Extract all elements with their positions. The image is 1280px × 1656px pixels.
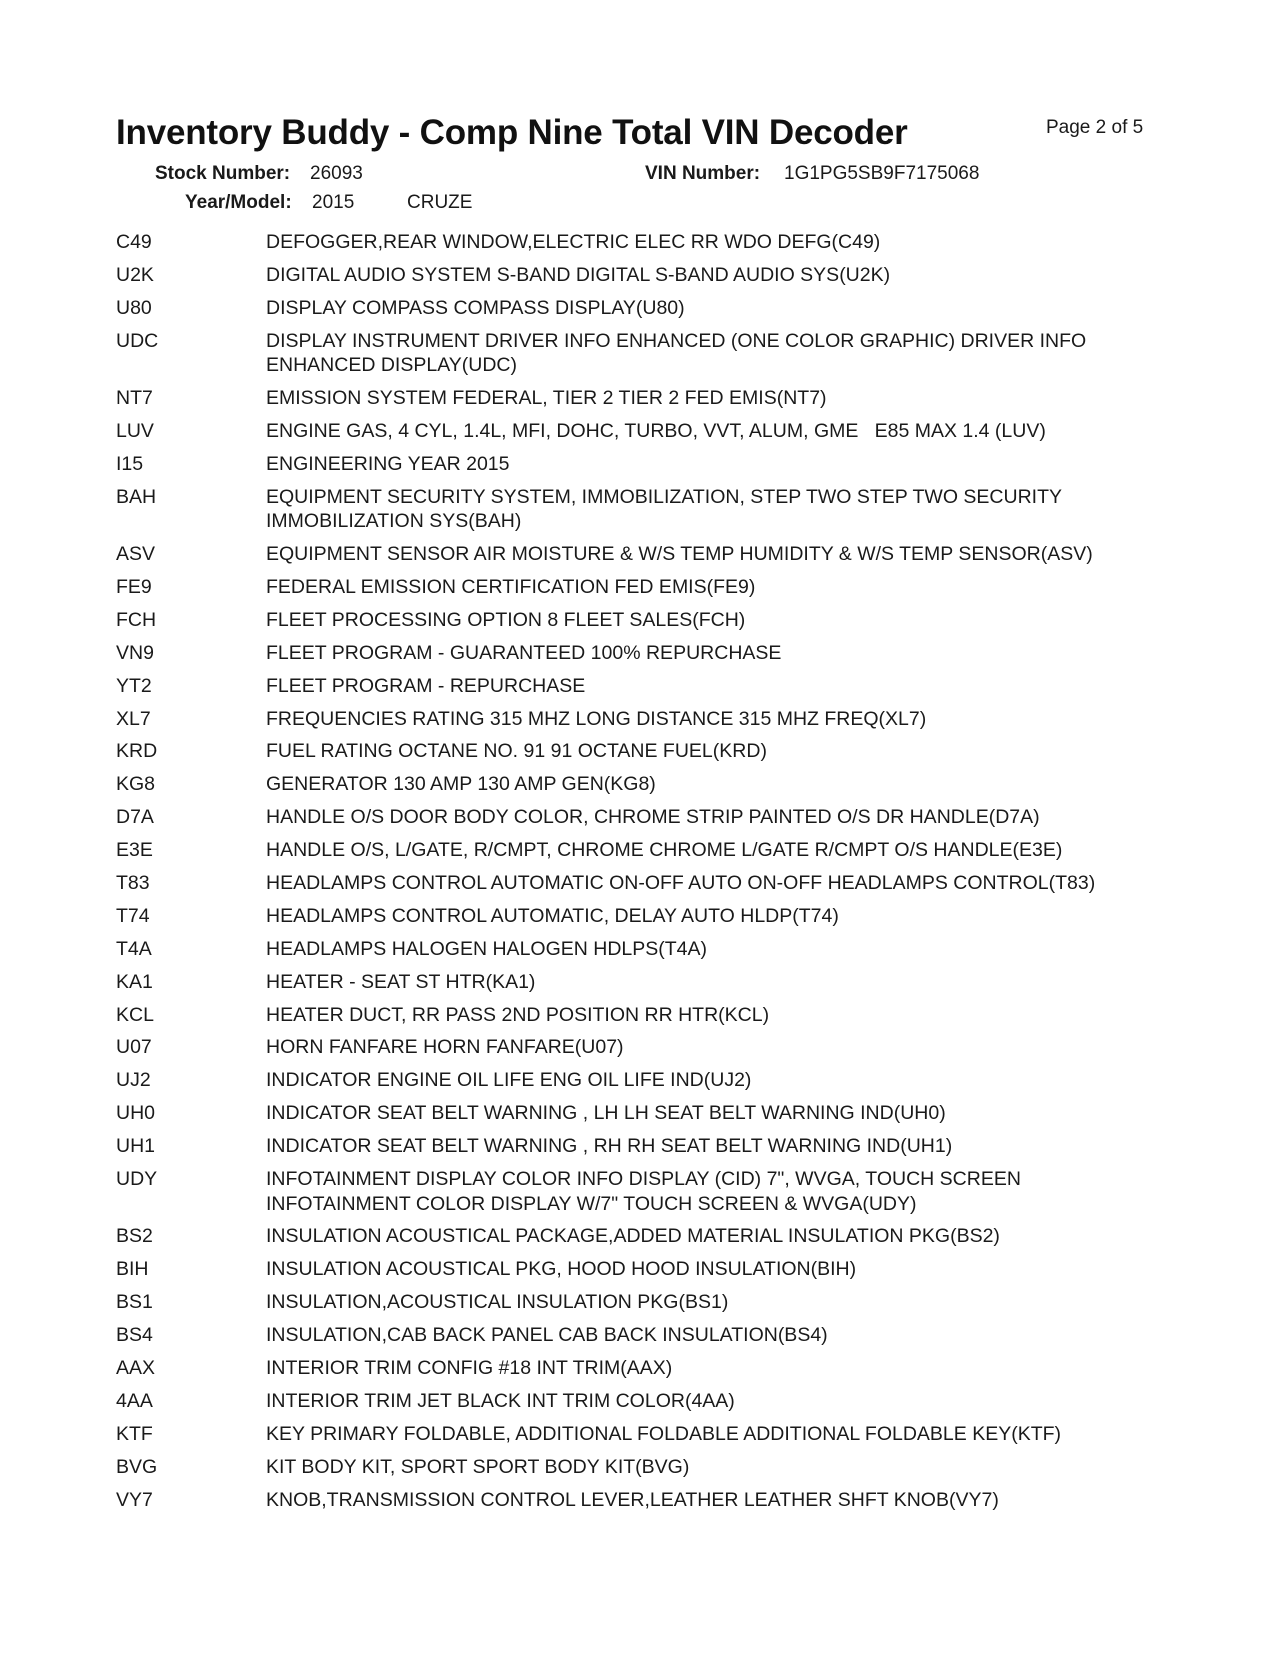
- option-code-row: [0, 419, 1280, 444]
- option-code-row: [0, 838, 1280, 863]
- option-code-row: [0, 641, 1280, 666]
- option-code: T83: [116, 872, 150, 895]
- option-code: AAX: [116, 1357, 156, 1379]
- option-description: INTERIOR TRIM JET BLACK INT TRIM COLOR(4AA): [266, 1389, 735, 1412]
- option-code-row: [0, 1389, 1280, 1414]
- option-description: EMISSION SYSTEM FEDERAL, TIER 2 TIER 2 FED EMIS(NT7): [266, 387, 827, 410]
- option-code: UH1: [116, 1135, 156, 1158]
- option-code-row: [0, 1101, 1280, 1126]
- option-description: EQUIPMENT SECURITY SYSTEM, IMMOBILIZATION, STEP TWO STEP TWO SECURITY IMMOBILIZATION SYS(BAH): [266, 485, 1062, 533]
- option-code-row: [0, 739, 1280, 764]
- option-code-row: [0, 1224, 1280, 1249]
- option-description: HANDLE O/S, L/GATE, R/CMPT, CHROME CHROME L/GATE R/CMPT O/S HANDLE(E3E): [266, 839, 1063, 862]
- option-description: HEATER - SEAT ST HTR(KA1): [266, 970, 536, 993]
- option-code: BS4: [116, 1324, 153, 1347]
- option-code-row: [0, 772, 1280, 797]
- option-code: UDY: [116, 1168, 158, 1191]
- option-description: DISPLAY INSTRUMENT DRIVER INFO ENHANCED (ONE COLOR GRAPHIC) DRIVER INFO ENHANCED DISPLAY(UDC): [266, 329, 1087, 377]
- option-code: FE9: [116, 576, 152, 599]
- option-description: HEADLAMPS CONTROL AUTOMATIC, DELAY AUTO HLDP(T74): [266, 904, 839, 927]
- option-code: KCL: [116, 1003, 154, 1026]
- option-code-row: [0, 904, 1280, 929]
- option-code: YT2: [116, 674, 152, 697]
- option-description: INSULATION ACOUSTICAL PKG, HOOD HOOD INSULATION(BIH): [266, 1258, 857, 1281]
- option-description: INFOTAINMENT DISPLAY COLOR INFO DISPLAY (CID) 7", WVGA, TOUCH SCREEN INFOTAINMENT COLOR DISPLAY W/7" TOUCH SCREEN & WVGA(UDY): [266, 1168, 1021, 1215]
- option-code: UH0: [116, 1102, 156, 1125]
- option-description: KEY PRIMARY FOLDABLE, ADDITIONAL FOLDABLE ADDITIONAL FOLDABLE KEY(KTF): [266, 1422, 1062, 1445]
- option-code: BS1: [116, 1291, 153, 1314]
- option-description: INSULATION,ACOUSTICAL INSULATION PKG(BS1): [266, 1291, 729, 1314]
- option-code-row: [0, 871, 1280, 896]
- page-number: Page 2 of 5: [1046, 117, 1144, 138]
- option-code: KG8: [116, 773, 156, 796]
- year-model-label: Year/Model:: [185, 192, 292, 213]
- option-description: HEADLAMPS CONTROL AUTOMATIC ON-OFF AUTO ON-OFF HEADLAMPS CONTROL(T83): [266, 872, 1096, 895]
- option-description: INSULATION,CAB BACK PANEL CAB BACK INSULATION(BS4): [266, 1324, 828, 1347]
- option-description: GENERATOR 130 AMP 130 AMP GEN(KG8): [266, 773, 656, 796]
- year-value: 2015: [312, 192, 355, 213]
- option-code: UJ2: [116, 1069, 151, 1092]
- option-description: DISPLAY COMPASS COMPASS DISPLAY(U80): [266, 296, 685, 319]
- option-code: KTF: [116, 1422, 153, 1445]
- option-code-row: [0, 386, 1280, 411]
- option-description: ENGINEERING YEAR 2015: [266, 452, 510, 475]
- option-code-row: [0, 805, 1280, 830]
- option-code-row: [0, 575, 1280, 600]
- option-code-row: [0, 296, 1280, 321]
- option-code-row: [0, 329, 1280, 378]
- option-description: INDICATOR SEAT BELT WARNING , RH RH SEAT BELT WARNING IND(UH1): [266, 1135, 953, 1158]
- option-code-row: [0, 263, 1280, 288]
- option-description: INSULATION ACOUSTICAL PACKAGE,ADDED MATERIAL INSULATION PKG(BS2): [266, 1225, 1000, 1248]
- option-code-row: [0, 1134, 1280, 1159]
- option-description: HORN FANFARE HORN FANFARE(U07): [266, 1036, 624, 1059]
- option-description: FREQUENCIES RATING 315 MHZ LONG DISTANCE 315 MHZ FREQ(XL7): [266, 707, 927, 730]
- option-code-row: [0, 1356, 1280, 1381]
- model-value: CRUZE: [407, 192, 473, 213]
- option-code-row: [0, 1488, 1280, 1513]
- option-description: DEFOGGER,REAR WINDOW,ELECTRIC ELEC RR WDO DEFG(C49): [266, 231, 881, 253]
- option-code-row: [0, 1167, 1280, 1216]
- option-description: INDICATOR ENGINE OIL LIFE ENG OIL LIFE IND(UJ2): [266, 1069, 752, 1092]
- option-code: KRD: [116, 740, 158, 763]
- option-description: FEDERAL EMISSION CERTIFICATION FED EMIS(FE9): [266, 576, 756, 599]
- option-description: FLEET PROGRAM - GUARANTEED 100% REPURCHASE: [266, 641, 782, 664]
- option-description: KIT BODY KIT, SPORT SPORT BODY KIT(BVG): [266, 1455, 690, 1478]
- option-description: KNOB,TRANSMISSION CONTROL LEVER,LEATHER LEATHER SHFT KNOB(VY7): [266, 1488, 999, 1511]
- option-code-list: [0, 230, 1280, 1520]
- option-code: T74: [116, 904, 150, 927]
- option-description: ENGINE GAS, 4 CYL, 1.4L, MFI, DOHC, TURBO, VVT, ALUM, GME E85 MAX 1.4 (LUV): [266, 419, 1046, 442]
- option-code-row: [0, 674, 1280, 699]
- option-code: FCH: [116, 608, 157, 631]
- option-code: I15: [116, 452, 144, 475]
- option-code: U07: [116, 1036, 152, 1059]
- option-code: 4AA: [116, 1389, 153, 1412]
- option-description: INTERIOR TRIM CONFIG #18 INT TRIM(AAX): [266, 1357, 673, 1379]
- vin-number-value: 1G1PG5SB9F7175068: [784, 163, 980, 184]
- stock-number-label: Stock Number:: [155, 163, 291, 184]
- option-description: FLEET PROCESSING OPTION 8 FLEET SALES(FCH): [266, 608, 746, 631]
- option-code: T4A: [116, 937, 152, 960]
- option-code: VN9: [116, 641, 154, 664]
- option-code-row: [0, 707, 1280, 732]
- option-code: BAH: [116, 485, 157, 508]
- option-code: BIH: [116, 1258, 149, 1281]
- option-code-row: [0, 1068, 1280, 1093]
- option-code-row: [0, 970, 1280, 995]
- option-code-row: [0, 1290, 1280, 1315]
- option-code: U2K: [116, 263, 154, 286]
- option-code-row: [0, 1035, 1280, 1060]
- option-description: DIGITAL AUDIO SYSTEM S-BAND DIGITAL S-BAND AUDIO SYS(U2K): [266, 263, 891, 286]
- option-code-row: [0, 1455, 1280, 1480]
- option-description: FLEET PROGRAM - REPURCHASE: [266, 674, 586, 697]
- option-code-row: [0, 1257, 1280, 1282]
- option-code: KA1: [116, 970, 153, 993]
- option-code: VY7: [116, 1488, 153, 1511]
- document-title: Inventory Buddy - Comp Nine Total VIN Decoder: [116, 113, 908, 152]
- option-description: HANDLE O/S DOOR BODY COLOR, CHROME STRIP PAINTED O/S DR HANDLE(D7A): [266, 806, 1040, 829]
- option-code-row: [0, 937, 1280, 962]
- option-code: D7A: [116, 806, 154, 829]
- option-code: BS2: [116, 1225, 153, 1248]
- option-code-row: [0, 1003, 1280, 1028]
- option-code-row: [0, 230, 1280, 255]
- vin-number-label: VIN Number:: [645, 163, 761, 184]
- stock-number-value: 26093: [310, 163, 363, 184]
- option-code: C49: [116, 231, 152, 253]
- option-code: UDC: [116, 329, 159, 352]
- option-code: U80: [116, 296, 152, 319]
- option-code-row: [0, 608, 1280, 633]
- option-code-row: [0, 485, 1280, 534]
- option-code-row: [0, 1422, 1280, 1447]
- option-code: XL7: [116, 707, 151, 730]
- option-code: NT7: [116, 387, 153, 410]
- option-description: FUEL RATING OCTANE NO. 91 91 OCTANE FUEL(KRD): [266, 740, 767, 763]
- option-code-row: [0, 1323, 1280, 1348]
- option-description: EQUIPMENT SENSOR AIR MOISTURE & W/S TEMP HUMIDITY & W/S TEMP SENSOR(ASV): [266, 543, 1093, 566]
- option-code: ASV: [116, 543, 156, 566]
- option-description: HEATER DUCT, RR PASS 2ND POSITION RR HTR(KCL): [266, 1003, 770, 1026]
- option-code-row: [0, 452, 1280, 477]
- option-code: BVG: [116, 1455, 158, 1478]
- option-code: LUV: [116, 419, 154, 442]
- option-description: INDICATOR SEAT BELT WARNING , LH LH SEAT BELT WARNING IND(UH0): [266, 1102, 946, 1125]
- option-description: HEADLAMPS HALOGEN HALOGEN HDLPS(T4A): [266, 937, 708, 960]
- option-code-row: [0, 542, 1280, 567]
- option-code: E3E: [116, 839, 153, 862]
